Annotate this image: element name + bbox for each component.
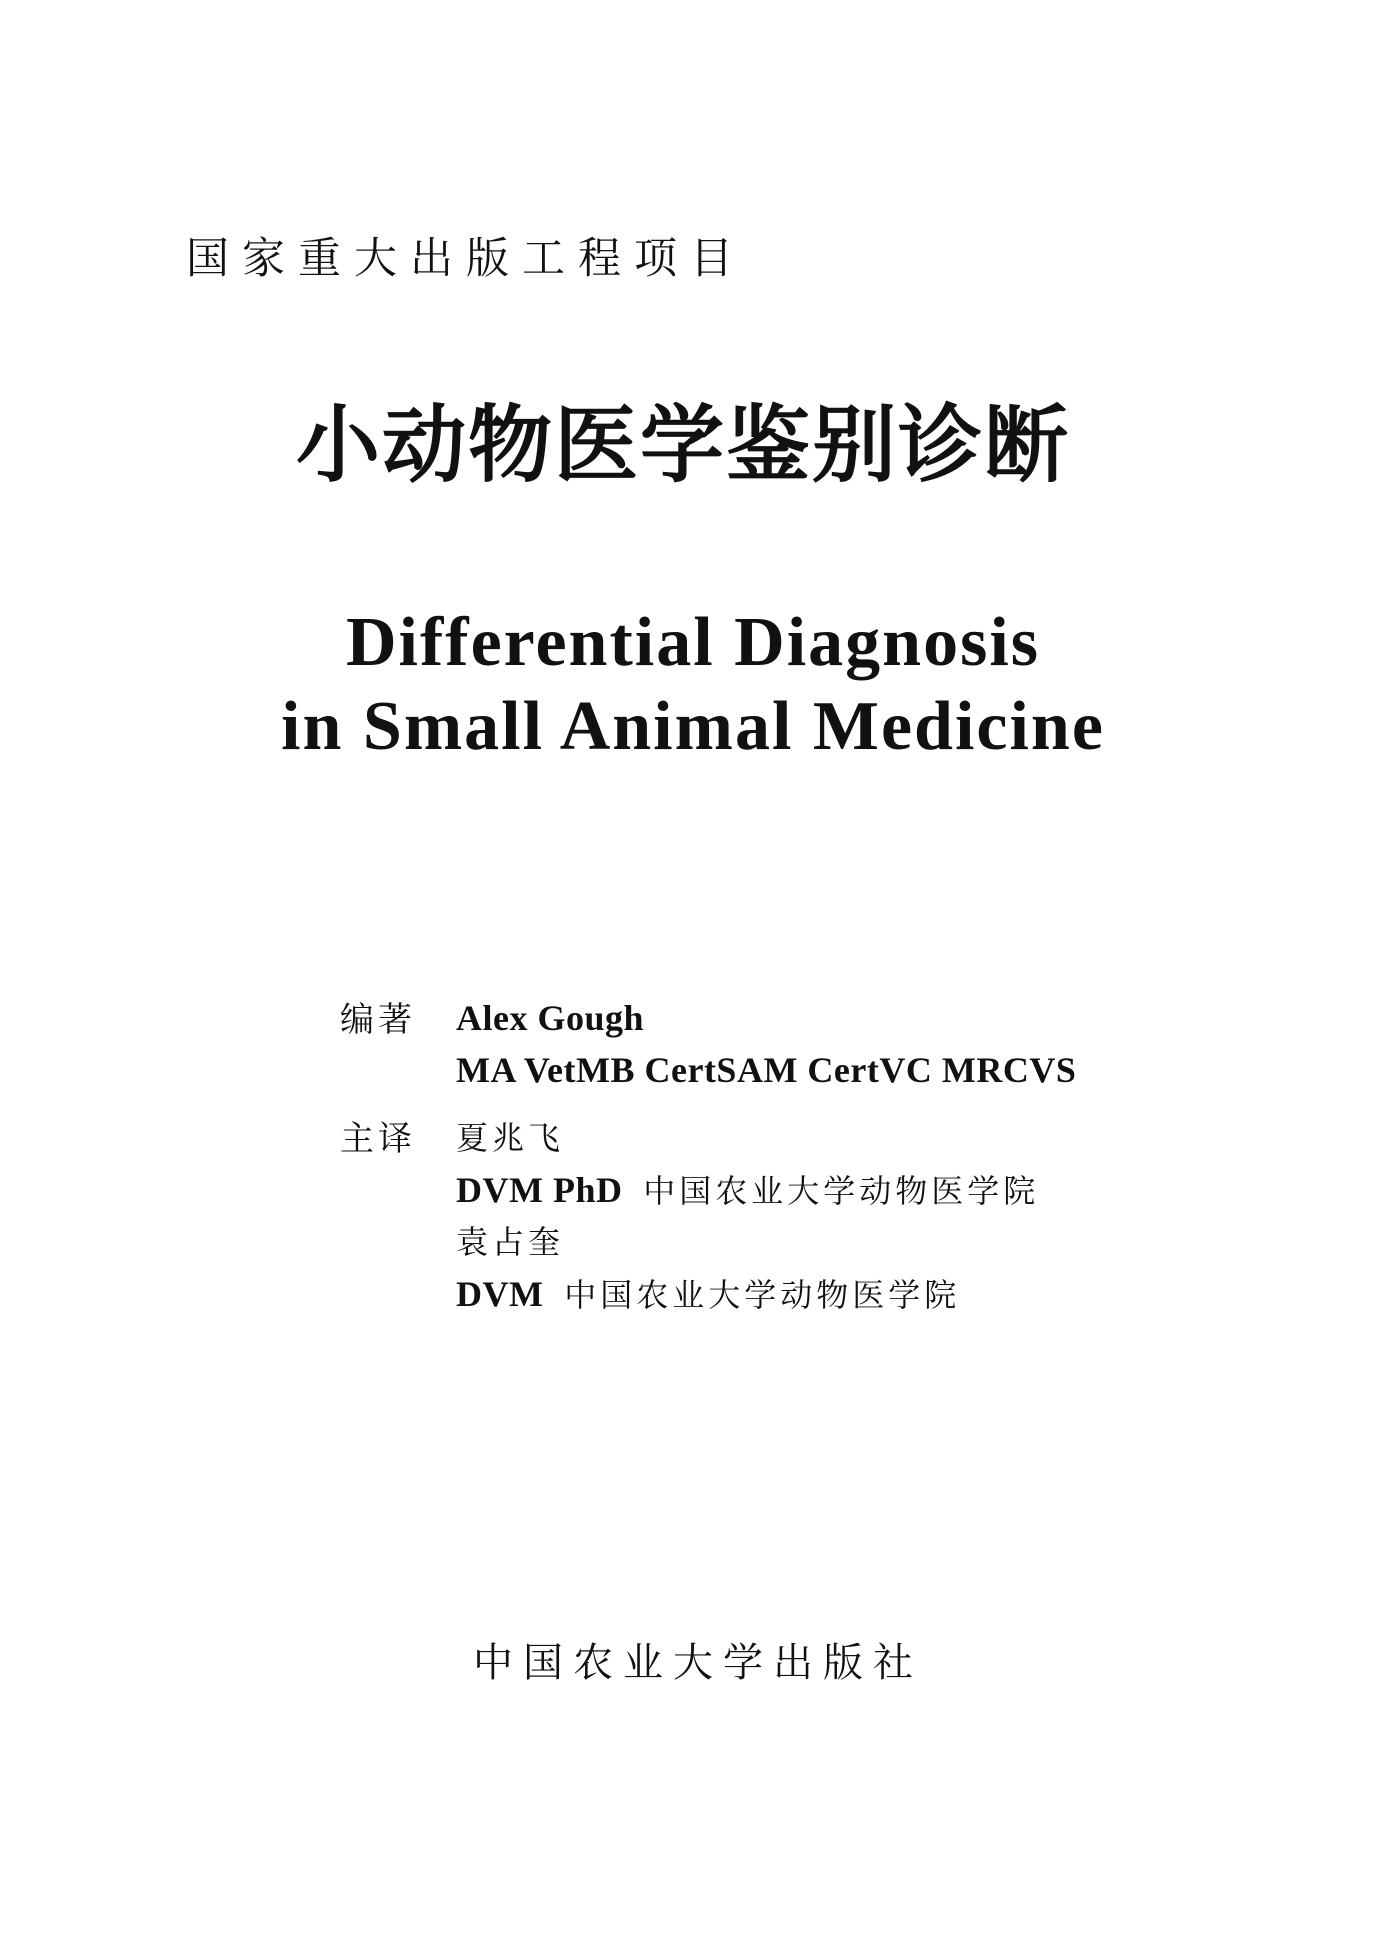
translator-2-name: 袁占奎: [456, 1223, 565, 1261]
translator-1-degree: DVM PhD: [456, 1170, 623, 1210]
translator-1-affiliation: 中国农业大学动物医学院: [643, 1172, 1040, 1210]
translators-role-label: 主译: [340, 1119, 416, 1159]
translator-2-affiliation: 中国农业大学动物医学院: [564, 1276, 961, 1314]
author-name: Alex Gough: [456, 998, 645, 1038]
series-label: 国家重大出版工程项目: [186, 234, 746, 284]
author-role-label: 编著: [340, 1000, 416, 1040]
author-qualifications: MA VetMB CertSAM CertVC MRCVS: [456, 1050, 1077, 1090]
chinese-title: 小动物医学鉴别诊断: [295, 396, 1070, 494]
translator-1-credentials: [456, 1172, 1039, 1208]
english-title-line-1: Differential Diagnosis: [345, 604, 1041, 681]
translator-1-name: 夏兆飞: [456, 1119, 565, 1157]
translator-2-degree: DVM: [456, 1274, 544, 1314]
translator-2-credentials: [456, 1276, 960, 1312]
publisher-name: 中国农业大学出版社: [473, 1640, 923, 1686]
english-title-line-2: in Small Animal Medicine: [281, 688, 1105, 765]
